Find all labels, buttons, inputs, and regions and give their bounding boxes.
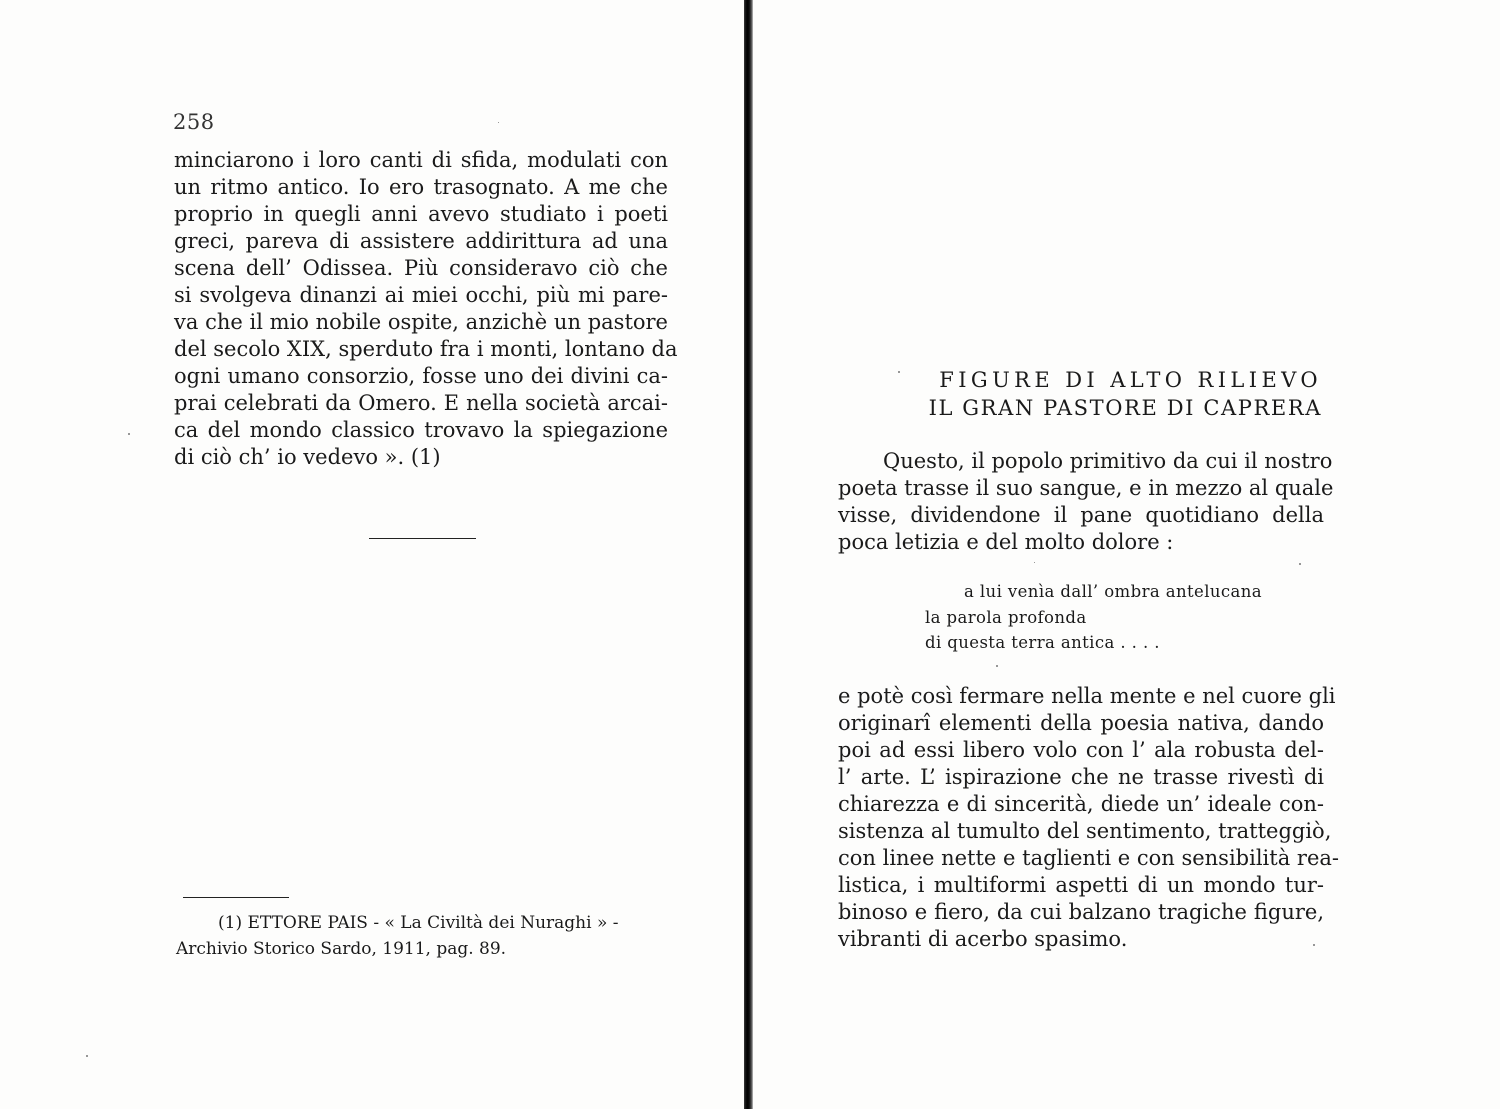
footnote-line: Archivio Storico Sardo, 1911, pag. 89.	[176, 939, 507, 959]
text-line: poi ad essi libero volo con l’ ala robusta del-	[838, 738, 1324, 762]
paper-speck	[498, 122, 499, 123]
text-line: vibranti di acerbo spasimo.	[838, 927, 1128, 951]
text-line: prai celebrati da Omero. E nella società arcai-	[174, 391, 668, 415]
paper-speck	[996, 665, 998, 667]
paper-speck	[1313, 944, 1315, 946]
chapter-title-line: FIGURE DI ALTO RILIEVO	[939, 368, 1322, 392]
verse-line: la parola profonda	[925, 607, 1087, 627]
text-line: un ritmo antico. Io ero trasognato. A me che	[174, 175, 668, 199]
text-line: scena dell’ Odissea. Più consideravo ciò che	[174, 256, 668, 280]
text-line: del secolo XIX, sperduto fra i monti, lontano da	[174, 337, 678, 361]
text-line: si svolgeva dinanzi ai miei occhi, più mi pare-	[174, 283, 668, 307]
text-line: greci, pareva di assistere addirittura ad una	[174, 229, 668, 253]
text-line: chiarezza e di sincerità, diede un’ ideale con-	[838, 792, 1324, 816]
text-line: di ciò ch’ io vedevo ». (1)	[174, 445, 441, 469]
verse-line: di questa terra antica . . . .	[925, 633, 1160, 652]
text-line: visse, dividendone il pane quotidiano della	[838, 503, 1324, 527]
right-intro-text	[838, 448, 1334, 556]
paper-speck	[898, 371, 900, 373]
text-line: proprio in quegli anni avevo studiato i poeti	[174, 202, 668, 226]
right-body-text	[838, 683, 1339, 953]
verse-line: a lui venìa dall’ ombra antelucana	[964, 582, 1263, 601]
footnote-line: (1) ETTORE PAIS - « La Civiltà dei Nuraghi » -	[218, 913, 619, 933]
book-gutter	[744, 0, 753, 1109]
section-divider	[369, 538, 476, 539]
text-line: ogni umano consorzio, fosse uno dei divini ca-	[174, 364, 668, 388]
text-line: poca letizia e del molto dolore :	[838, 530, 1174, 554]
page-number: 258	[173, 110, 215, 134]
paper-speck	[1034, 562, 1035, 563]
text-line: va che il mio nobile ospite, anzichè un pastore	[174, 310, 668, 334]
text-line: minciarono i loro canti di sfida, modulati con	[174, 148, 668, 172]
text-line: Questo, il popolo primitivo da cui il nostro	[883, 449, 1333, 473]
text-line: poeta trasse il suo sangue, e in mezzo al quale	[838, 476, 1334, 500]
text-line: listica, i multiformi aspetti di un mondo tur-	[838, 873, 1324, 897]
footnote	[176, 910, 672, 962]
left-page	[0, 0, 744, 1109]
text-line: l’ arte. L’ ispirazione che ne trasse rivestì di	[838, 765, 1324, 789]
text-line: e potè così fermare nella mente e nel cuore gli	[838, 684, 1336, 708]
text-line: con linee nette e taglienti e con sensibilità rea-	[838, 846, 1339, 870]
paper-speck	[128, 433, 130, 435]
verse-quote	[925, 579, 1262, 656]
text-line: ca del mondo classico trovavo la spiegazione	[174, 418, 668, 442]
paper-speck	[86, 1055, 88, 1057]
text-line: binoso e fiero, da cui balzano tragiche figure,	[838, 900, 1324, 924]
text-line: sistenza al tumulto del sentimento, tratteggiò,	[838, 819, 1332, 843]
chapter-title	[860, 366, 1322, 422]
chapter-subtitle-line: IL GRAN PASTORE DI CAPRERA	[928, 396, 1322, 420]
left-body-text	[174, 147, 678, 471]
text-line: originarî elementi della poesia nativa, dando	[838, 711, 1324, 735]
footnote-divider	[183, 897, 289, 898]
paper-speck	[1299, 563, 1301, 565]
